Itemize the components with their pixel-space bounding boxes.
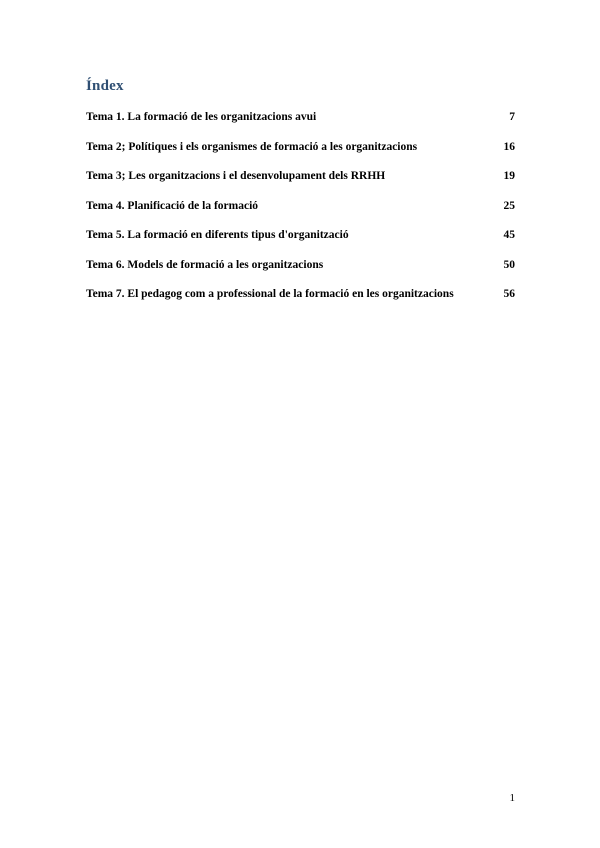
toc-entry-page: 7 <box>509 111 515 123</box>
toc-entry-page: 56 <box>503 288 515 300</box>
toc-entry-title: Tema 6. Models de formació a les organitzacions <box>86 258 324 271</box>
toc-entry-title: Tema 7. El pedagog com a professional de la formació en les organitzacions <box>86 288 454 300</box>
toc-entry-title: Tema 3; Les organitzacions i el desenvolupament dels RRHH <box>86 170 386 182</box>
toc-entry-page: 45 <box>503 229 515 241</box>
toc-entry-title: Tema 1. La formació de les organitzacions avui <box>86 111 317 123</box>
toc-entry <box>86 111 515 141</box>
toc-entry <box>86 141 515 171</box>
toc-entry <box>86 288 515 318</box>
toc-entry-page: 19 <box>503 170 515 182</box>
page-number: 1 <box>509 792 515 804</box>
toc-list <box>86 111 515 318</box>
toc-entry-title: Tema 5. La formació en diferents tipus d'organització <box>86 229 349 241</box>
toc-entry-page: 16 <box>503 140 515 153</box>
toc-entry-page: 25 <box>503 199 515 212</box>
toc-entry-title: Tema 2; Polítiques i els organismes de formació a les organitzacions <box>86 140 418 153</box>
toc-entry <box>86 259 515 289</box>
toc-entry <box>86 229 515 259</box>
toc-entry-page: 50 <box>503 258 515 271</box>
toc-entry <box>86 170 515 200</box>
toc-entry <box>86 200 515 230</box>
toc-heading: Índex <box>86 78 124 94</box>
toc-entry-title: Tema 4. Planificació de la formació <box>86 199 259 212</box>
